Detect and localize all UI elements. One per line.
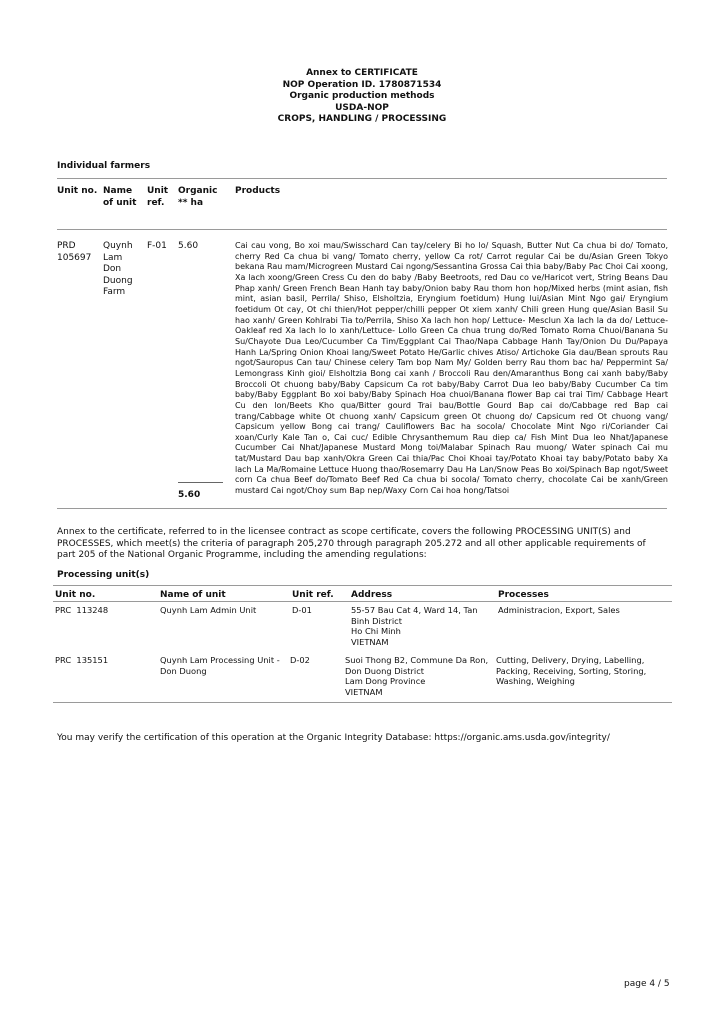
farmer-products: Cai cau vong, Bo xoi mau/Swisschard Can tay/celery Bi ho lo/ Squash, Butter Nut Ca chua bi do/ Tomato, cherry Red Ca chua bi vang/ Tomato cherry, yellow Ca rot/ Carrot regular Cai be du/Asian Green Tokyo bekana Rau mam/Microgreen Mustard Cai ngong/Sessantina Grossa Cai thia baby/Baby Pac Choi Cai xoong, Xa lach xoong/Green Cress Cu den do baby /Baby Beetroots, red Dau co ve/Haricot vert, String Beans Dau Phap xanh/ Green French Bean Hanh tay baby/Onion baby Rau thom hon hop/Mixed herbs (mint asian, fish mint, asian basil, Perrila/ Shiso, Elsholtzia, Eryngium foetidum) Hung lui/Asian Mint Ngo gai/ Eryngium foetidum Ot cay, Ot chi thien/Hot pepper/chilli pepper Ot xiem xanh/ Chili green Hung que/Asian Basil Su hao xanh/ Green Kohlrabi Tia to/Perrila, Shiso Xa lach hon hop/ Lettuce- Mesclun Xa lach la da do/ Lettuce- Oakleaf red Xa lach lo lo xanh/Lettuce- Lollo Green Ca chua trung do/Red Tomato Roma Chuoi/Banana Su Su/Chayote Dua Leo/Cucumber Ca Tim/Eggplant Cai Thao/Napa Cabbage Hanh Tay/Onion Du Du/Papaya Hanh La/Spring Onion Khoai lang/Sweet Potato He/Garlic chives Atiso/ Artichoke Gia dau/Bean sprouts Rau ngot/Sauropus Can tau/ Chinese celery Tam bop Nam My/ Golden berry Rau thom bac ha/ Peppermint Sa/ Lemongrass Kinh gioi/ Elsholtzia Bong cai xanh / Broccoli Rau den/Amaranthus Bong cai xanh baby/Baby Broccoli Ot chuong baby/Baby Capsicum Ca rot baby/Baby Carrot Dua leo baby/Baby Cucumber Ca tim baby/Baby Eggplant Bo xoi baby/Baby Spinach Hoa chuoi/Banana flower Bap cai trai Tim/ Cabbage Heart Cu den lon/Beets Kho qua/Bitter gourd Trai bau/Bottle Gourd Bap cai do/Cabbage red Bap cai trang/Cabbage white Ot chuong xanh/ Capsicum green Ot chuong do/ Capsicum red Ot chuong vang/ Capsicum yellow Bong cai trang/ Cauliflowers Bac ha socola/ Chocolate Mint Ngo ri/Coriander Cai xoan/Curly Kale Tan o, Cai cuc/ Edible Chrysanthemum Rau diep ca/ Fish Mint Dua leo Nhat/Japanese Cucumber Cai Nhat/Japanese Mustard Mong toi/Malabar Spinach Rau muong/ Water spinach Cai mu tat/Mustard Dau bap xanh/Okra Green Cai thia/Pac Choi Khoai tay/Potato Khoai tay baby/Potato baby Xa lach La Ma/Romaine Lettuce Huong thao/Rosemarry Dau Ha Lan/Snow Peas Bo xoi/Spinach Bap ngot/Sweet corn Ca chua Beef do/Tomato Beef Red Ca chua bi socola/ Tomato cherry, chocolate Cai be xanh/Green mustard Cai ngot/Choy sum Bap nep/Waxy Corn Cai hoa hong/Tatsoi: [235, 241, 668, 496]
processing-col-processes: Processes: [498, 590, 549, 600]
farmer-organic-ha: 5.60: [178, 241, 199, 251]
processing-unit-name: Quynh Lam Processing Unit - Don Duong: [160, 655, 280, 676]
address-line: 55-57 Bau Cat 4, Ward 14, Tan: [351, 605, 478, 615]
header-scope: CROPS, HANDLING / PROCESSING: [277, 114, 447, 124]
address-line: VIETNAM: [345, 687, 383, 698]
page-number: page 4 / 5: [624, 979, 670, 989]
farmers-col-products: Products: [235, 186, 281, 196]
processing-unit-no: PRC 113248: [55, 605, 109, 615]
header-production-methods: Organic production methods: [289, 91, 435, 101]
address-line: Ho Chi Minh: [351, 626, 401, 637]
processing-unit-ref: D-01: [292, 605, 312, 615]
verify-statement: You may verify the certification of this operation at the Organic Integrity Database: https://organic.ams.usda.gov/integrity/: [57, 733, 610, 743]
processing-col-address: Address: [351, 590, 393, 600]
processing-unit-address: [345, 655, 497, 698]
total-rule: [178, 482, 223, 483]
address-line: Lam Dong Province: [345, 676, 426, 687]
header-operation-id: NOP Operation ID. 1780871534: [282, 79, 442, 90]
farmers-header-bottom-rule: [57, 229, 667, 230]
processing-unit-processes: Administracion, Export, Sales: [498, 605, 620, 615]
address-line: VIETNAM: [351, 637, 389, 648]
processing-unit-ref: D-02: [290, 655, 310, 665]
farmers-col-unit-no: Unit no.: [57, 186, 98, 196]
processing-unit-name: Quynh Lam Admin Unit: [160, 605, 257, 615]
farmers-col-name: Name of unit: [103, 186, 137, 208]
processing-unit-address: [351, 605, 497, 648]
address-line: Binh District: [351, 615, 402, 626]
farmers-col-unit-ref: Unit ref.: [147, 186, 169, 208]
farmer-unit-name: Quynh Lam Don Duong Farm: [103, 241, 133, 297]
farmers-col-organic-ha: Organic ** ha: [178, 186, 218, 208]
farmer-unit-no: PRD 105697: [57, 241, 92, 263]
farmers-table-bottom-rule: [57, 508, 667, 509]
processing-col-unit-ref: Unit ref.: [292, 590, 334, 600]
processing-unit-no: PRC 135151: [55, 655, 109, 665]
processing-section-title: Processing unit(s): [57, 570, 150, 580]
processing-col-name: Name of unit: [160, 590, 226, 600]
farmers-section-title: Individual farmers: [57, 161, 151, 171]
address-line: Suoi Thong B2, Commune Da Ron,: [345, 655, 489, 665]
farmers-header-top-rule: [57, 178, 667, 179]
processing-header-top-rule: [53, 585, 672, 586]
processing-unit-processes: Cutting, Delivery, Drying, Labelling, Packing, Receiving, Sorting, Storing, Washing, Weighing: [496, 655, 647, 687]
farmer-unit-ref: F-01: [147, 241, 167, 251]
processing-table-bottom-rule: [53, 702, 672, 703]
header-standard: USDA-NOP: [335, 102, 389, 113]
document-header: [0, 68, 724, 126]
processing-col-unit-no: Unit no.: [55, 590, 96, 600]
organic-ha-total: 5.60: [178, 490, 201, 500]
header-annex-title: Annex to CERTIFICATE: [306, 68, 418, 78]
address-line: Don Duong District: [345, 665, 425, 676]
processing-header-bottom-rule: [53, 601, 672, 602]
annex-paragraph: Annex to the certificate, referred to in the licensee contract as scope certificate, covers the following PROCESSING UNIT(S) and PROCESSES, which meet(s) the criteria of paragraph 205,270 through paragraph 205.272 and all other applicable requirements of part 205 of the National Organic Programme, including the amending regulations:: [57, 527, 646, 560]
